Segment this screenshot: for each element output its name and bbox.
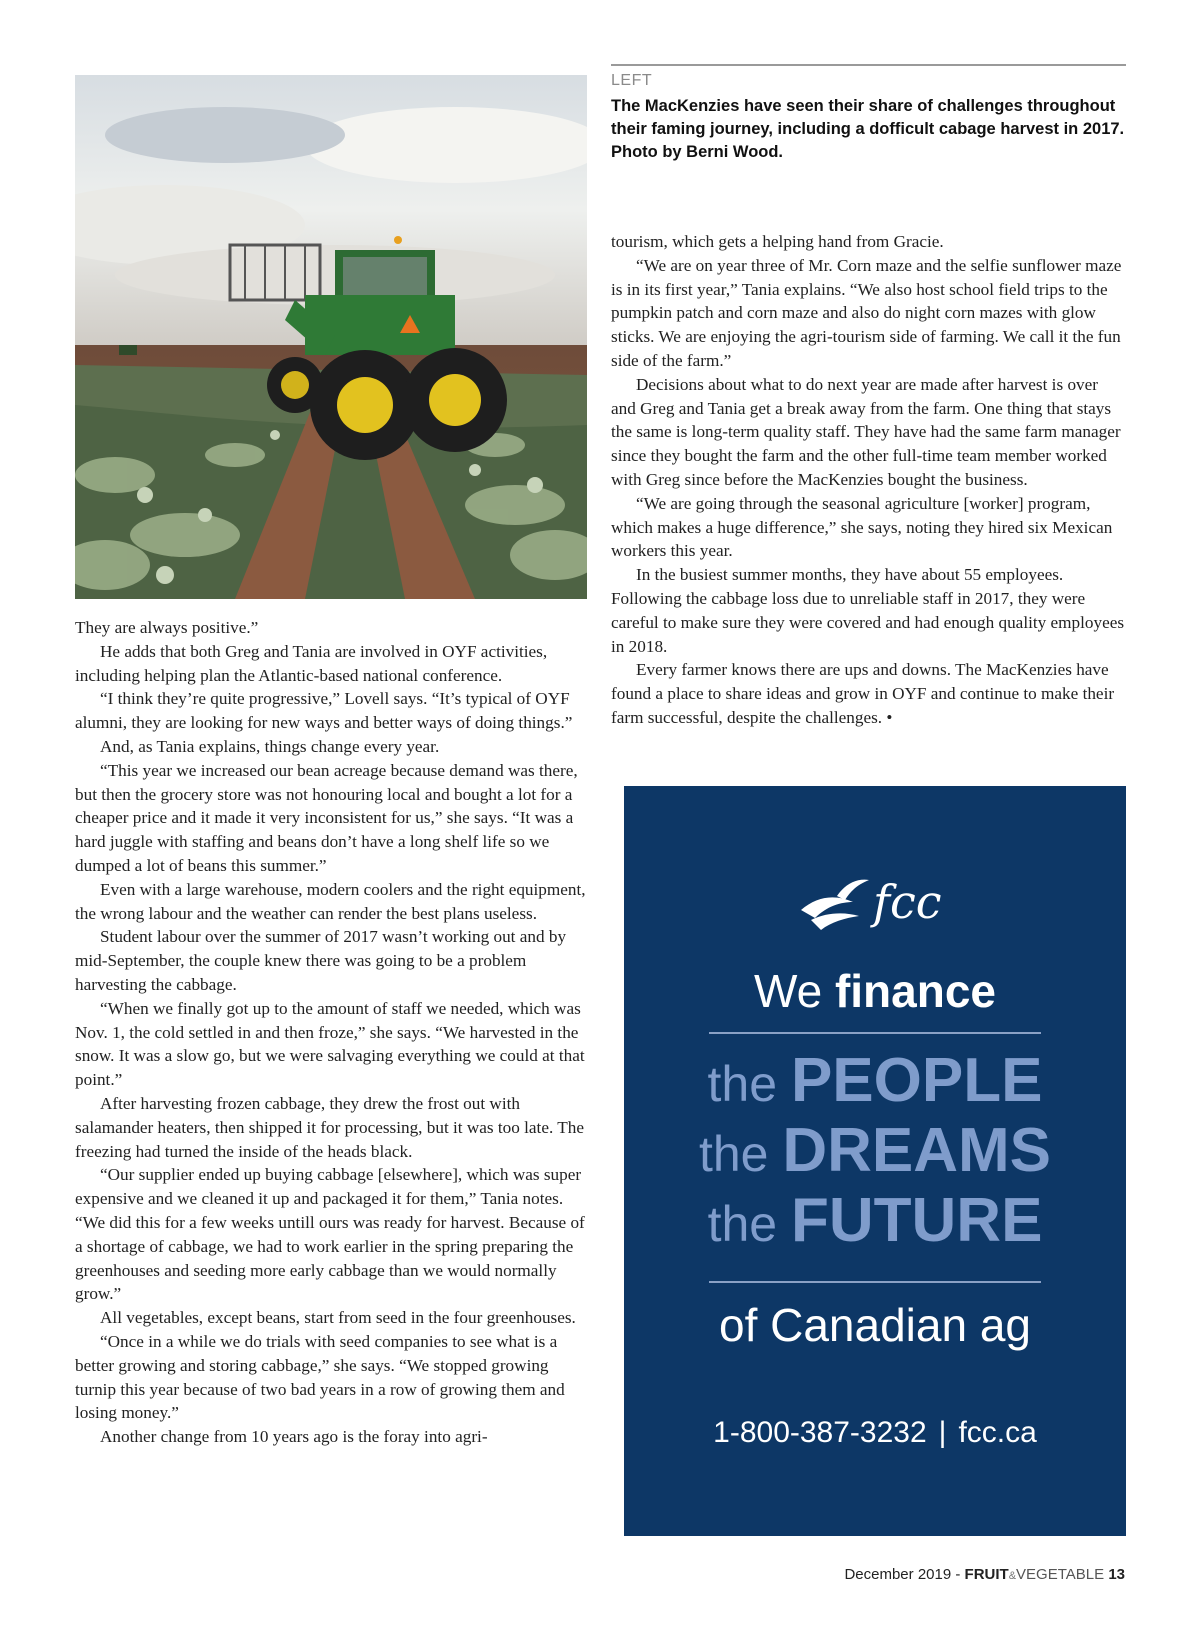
photo-caption: The MacKenzies have seen their share of challenges throughout their faming journey, including a dofficult cabage harvest in 2017. Photo by Berni Wood. <box>611 97 1125 161</box>
photo-illustration <box>75 75 587 599</box>
paragraph: All vegetables, except beans, start from seed in the four greenhouses. <box>100 1308 576 1328</box>
paragraph: In the busiest summer months, they have about 55 employees. Following the cabbage loss due to unreliable staff in 2017, they were careful to make sure they were covered and had enough quality employees in 2018. <box>611 565 1125 656</box>
ad-website-link[interactable]: fcc.ca <box>958 1416 1037 1449</box>
ad-the: the <box>707 1196 778 1252</box>
ad-line-people <box>624 1046 1126 1119</box>
paragraph: He adds that both Greg and Tania are involved in OYF activities, including helping plan the Atlantic-based national conference. <box>75 641 548 685</box>
ad-headline <box>624 964 1126 1018</box>
folio-mag-rest: VEGETABLE <box>1016 1566 1105 1583</box>
article-left-column <box>75 616 587 1449</box>
ad-word: DREAMS <box>782 1116 1052 1185</box>
tractor-harvest-photo <box>75 75 587 599</box>
paragraph: tourism, which gets a helping hand from Gracie. <box>611 232 944 251</box>
paragraph: After harvesting frozen cabbage, they drew the frost out with salamander heaters, then shipped it for processing, but it was too late. The freezing had turned the inside of the heads black. <box>75 1093 584 1161</box>
caption-tag: LEFT <box>611 72 653 89</box>
paragraph: “We are going through the seasonal agriculture [worker] program, which makes a huge difference,” she says, noting they hired six Mexican workers this year. <box>611 493 1113 561</box>
paragraph: “Once in a while we do trials with seed companies to see what is a better growing and storing cabbage,” she says. “We stopped growing turnip this year because of two bad years in a row of growing them and losing money.” <box>75 1331 565 1423</box>
ad-the: the <box>698 1126 769 1182</box>
folio-amp: & <box>1008 1570 1017 1582</box>
ad-divider <box>709 1032 1041 1034</box>
page-number: 13 <box>1108 1566 1125 1583</box>
caption-rule <box>611 64 1126 66</box>
folio-mag-bold: FRUIT <box>964 1566 1009 1583</box>
ad-tagline: of Canadian ag <box>718 1299 1032 1351</box>
paragraph: Decisions about what to do next year are made after harvest is over and Greg and Tania get a break away from the farm. One thing that stays the same is long-term quality staff. They have had the same farm manager since they bought the farm and the other full-time team member worked with Greg since before the MacKenzies bought the business. <box>611 374 1121 489</box>
fcc-advertisement[interactable] <box>624 786 1126 1536</box>
paragraph: “I think they’re quite progressive,” Lovell says. “It’s typical of OYF alumni, they are looking for new ways and better ways of doing things.” <box>75 689 573 733</box>
ad-line-future <box>624 1186 1126 1259</box>
paragraph: “When we finally got up to the amount of staff we needed, which was Nov. 1, the cold settled in and then froze,” she says. “We harvested in the snow. It was a slow go, but we were salvaging everything we could at that point.” <box>75 998 585 1090</box>
ad-headline-light: We <box>754 965 823 1017</box>
paragraph: “We are on year three of Mr. Corn maze and the selfie sunflower maze is in its first year,” Tania explains. “We also host school field trips to the pumpkin patch and corn maze and also do night corn mazes with glow sticks. We are enjoying the agri-tourism side of farming. We call it the fun side of the farm.” <box>611 255 1122 370</box>
paragraph: They are always positive.” <box>75 618 259 637</box>
fcc-logo-text: fcc <box>873 875 942 929</box>
ad-word: PEOPLE <box>790 1046 1043 1115</box>
ad-phone[interactable]: 1-800-387-3232 <box>713 1416 927 1449</box>
ad-word: FUTURE <box>791 1186 1043 1255</box>
paragraph: Even with a large warehouse, modern coolers and the right equipment, the wrong labour and the weather can render the best plans useless. <box>75 879 586 923</box>
article-right-column <box>611 230 1126 730</box>
paragraph: Student labour over the summer of 2017 wasn’t working out and by mid-September, the couple knew there was going to be a problem harvesting the cabbage. <box>75 927 567 994</box>
ad-divider <box>709 1281 1041 1283</box>
ad-line-dreams <box>624 1116 1126 1189</box>
ad-separator: | <box>938 1416 947 1449</box>
paragraph: And, as Tania explains, things change every year. <box>100 736 440 756</box>
ad-headline-bold: finance <box>834 965 996 1017</box>
page-folio <box>844 1566 1125 1583</box>
paragraph: “Our supplier ended up buying cabbage [elsewhere], which was super expensive and we cleaned it up and packaged it for them,” Tania notes. “We did this for a few weeks untill ours was ready for harvest. Because of a shortage of cabbage, we had to work earlier in the spring preparing the greenhouses and seeding more early cabbage than we would normally grow.” <box>75 1165 585 1304</box>
fcc-logo-icon <box>797 866 957 938</box>
ad-contact <box>624 1416 1126 1450</box>
folio-date: December 2019 - <box>844 1566 961 1583</box>
paragraph: Another change from 10 years ago is the foray into agri- <box>100 1427 488 1447</box>
fcc-logo <box>797 866 957 938</box>
ad-the: the <box>707 1056 778 1112</box>
paragraph: Every farmer knows there are ups and downs. The MacKenzies have found a place to share ideas and grow in OYF and continue to make their farm successful, despite the challenges. • <box>611 660 1115 727</box>
paragraph: “This year we increased our bean acreage because demand was there, but then the grocery store was not honouring local and bought a lot for a cheaper price and it made it very inconsistent for us,” she says. “It was a hard juggle with staffing and beans don’t have a long shelf life so we dumped a lot of beans this summer.” <box>75 760 578 875</box>
